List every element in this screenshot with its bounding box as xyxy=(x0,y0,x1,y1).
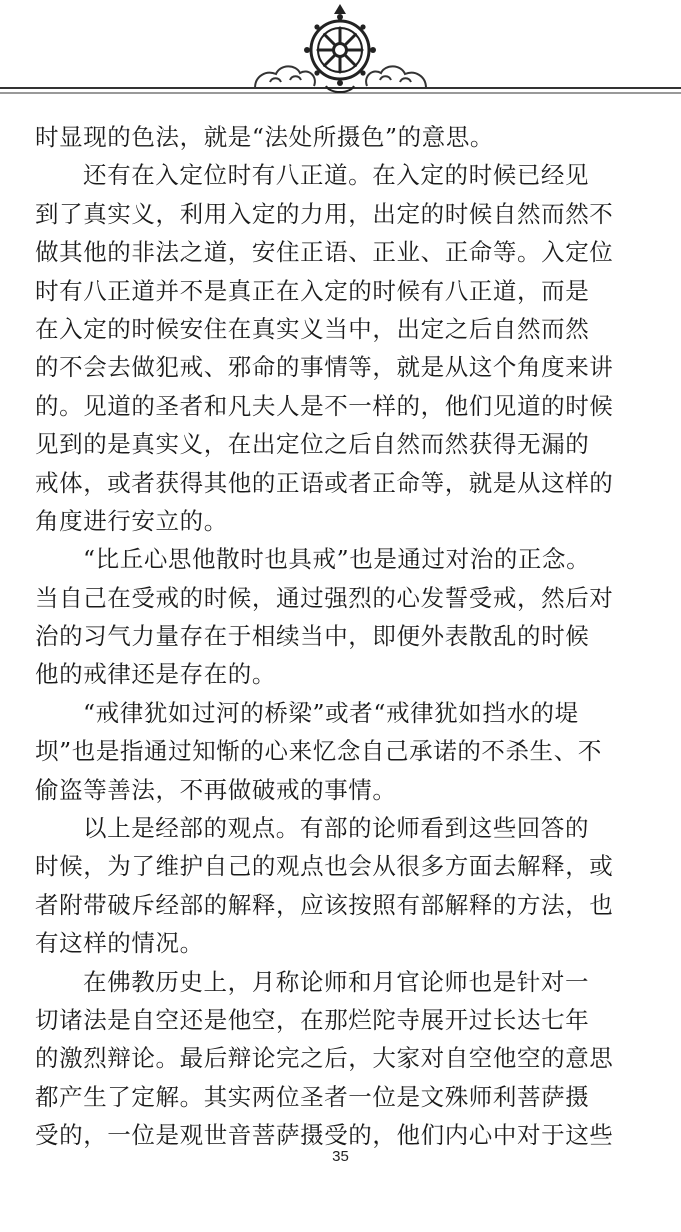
text-line: 他的戒律还是存在的。 xyxy=(35,660,276,689)
page-number: 35 xyxy=(332,1148,349,1165)
text-line: 的不会去做犯戒、邪命的事情等，就是从这个角度来讲 xyxy=(35,353,614,382)
text-line: 者附带破斥经部的解释，应该按照有部解释的方法，也 xyxy=(35,890,614,919)
text-line: 有这样的情况。 xyxy=(35,929,204,958)
text-line: 都产生了定解。其实两位圣者一位是文殊师利菩萨摄 xyxy=(35,1082,590,1111)
text-line: 时有八正道并不是真正在入定的时候有八正道，而是 xyxy=(35,276,590,305)
text-line: 见到的是真实义，在出定位之后自然而然获得无漏的 xyxy=(35,430,590,459)
text-line: 戒体，或者获得其他的正语或者正命等，就是从这样的 xyxy=(35,468,614,497)
cloud-right-icon xyxy=(366,66,426,88)
text-line: 在佛教历史上，月称论师和月官论师也是针对一 xyxy=(83,967,590,996)
text-line: 以上是经部的观点。有部的论师看到这些回答的 xyxy=(83,814,590,843)
text-line: “戒律犹如过河的桥梁”或者“戒律犹如挡水的堤 xyxy=(83,698,579,727)
text-line: “比丘心思他散时也具戒”也是通过对治的正念。 xyxy=(83,545,591,574)
body-text xyxy=(35,118,647,1155)
text-line: 切诸法是自空还是他空，在那烂陀寺展开过长达七年 xyxy=(35,1005,590,1034)
text-line: 角度进行安立的。 xyxy=(35,506,228,535)
text-line: 时显现的色法，就是“法处所摄色”的意思。 xyxy=(35,123,495,151)
text-line: 还有在入定位时有八正道。在入定的时候已经见 xyxy=(83,161,590,190)
text-line: 到了真实义，利用入定的力用，出定的时候自然而然不 xyxy=(35,199,614,228)
text-line: 在入定的时候安住在真实义当中，出定之后自然而然 xyxy=(35,314,590,343)
text-line: 的。见道的圣者和凡夫人是不一样的，他们见道的时候 xyxy=(35,391,614,420)
text-line: 偷盗等善法，不再做破戒的事情。 xyxy=(35,775,397,804)
text-line: 的激烈辩论。最后辩论完之后，大家对自空他空的意思 xyxy=(35,1044,614,1073)
text-line: 做其他的非法之道，安住正语、正业、正命等。入定位 xyxy=(35,238,614,267)
header-ornament xyxy=(0,0,681,110)
text-line: 时候，为了维护自己的观点也会从很多方面去解释，或 xyxy=(35,852,614,881)
text-line: 受的，一位是观世音菩萨摄受的，他们内心中对于这些 xyxy=(35,1121,614,1150)
text-line: 当自己在受戒的时候，通过强烈的心发誓受戒，然后对 xyxy=(35,583,614,612)
cloud-left-icon xyxy=(255,66,315,88)
text-line: 治的习气力量存在于相续当中，即便外表散乱的时候 xyxy=(35,622,590,651)
text-line: 坝”也是指通过知惭的心来忆念自己承诺的不杀生、不 xyxy=(35,737,602,766)
page-header xyxy=(0,0,681,110)
